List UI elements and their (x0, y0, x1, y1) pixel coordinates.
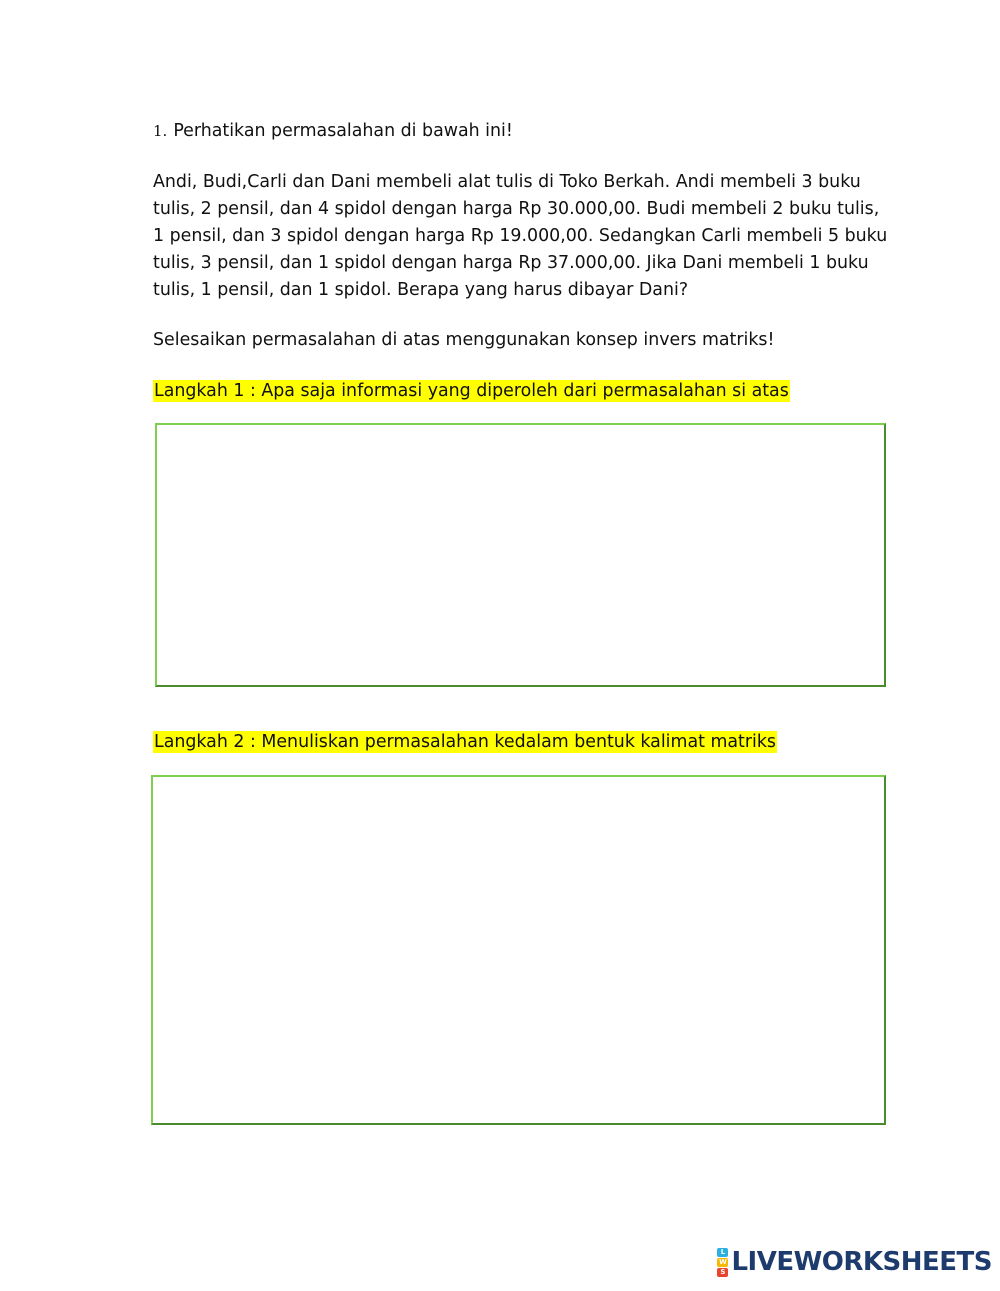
question-header (153, 118, 513, 145)
problem-line: tulis, 2 pensil, dan 4 spidol dengan harga Rp 30.000,00. Budi membeli 2 buku tulis, (153, 199, 880, 219)
step2-label: Langkah 2 : Menuliskan permasalahan kedalam bentuk kalimat matriks (154, 732, 776, 752)
step2-answer-box[interactable] (151, 775, 886, 1125)
step1-answer-box[interactable] (155, 423, 886, 687)
brand-mark-letter: L (717, 1248, 728, 1257)
step2-heading (153, 729, 777, 756)
instruction-text: Selesaikan permasalahan di atas menggunakan konsep invers matriks! (153, 330, 775, 350)
problem-line: tulis, 3 pensil, dan 1 spidol dengan harga Rp 37.000,00. Jika Dani membeli 1 buku (153, 253, 869, 273)
problem-line: tulis, 1 pensil, dan 1 spidol. Berapa yang harus dibayar Dani? (153, 280, 689, 300)
brand-mark-letter: S (717, 1268, 728, 1277)
problem-line: 1 pensil, dan 3 spidol dengan harga Rp 19.000,00. Sedangkan Carli membeli 5 buku (153, 226, 888, 246)
problem-paragraph (153, 169, 893, 304)
brand-name: LIVEWORKSHEETS (731, 1247, 992, 1277)
step1-label: Langkah 1 : Apa saja informasi yang diperoleh dari permasalahan si atas (154, 381, 789, 401)
brand-mark-icon (717, 1248, 728, 1277)
problem-line: Andi, Budi,Carli dan Dani membeli alat tulis di Toko Berkah. Andi membeli 3 buku (153, 172, 861, 192)
brand-mark-letter: W (719, 1257, 727, 1266)
question-prompt: Perhatikan permasalahan di bawah ini! (173, 121, 513, 141)
question-number: 1. (153, 122, 168, 140)
liveworksheets-logo (717, 1247, 992, 1277)
step1-heading (153, 378, 790, 405)
